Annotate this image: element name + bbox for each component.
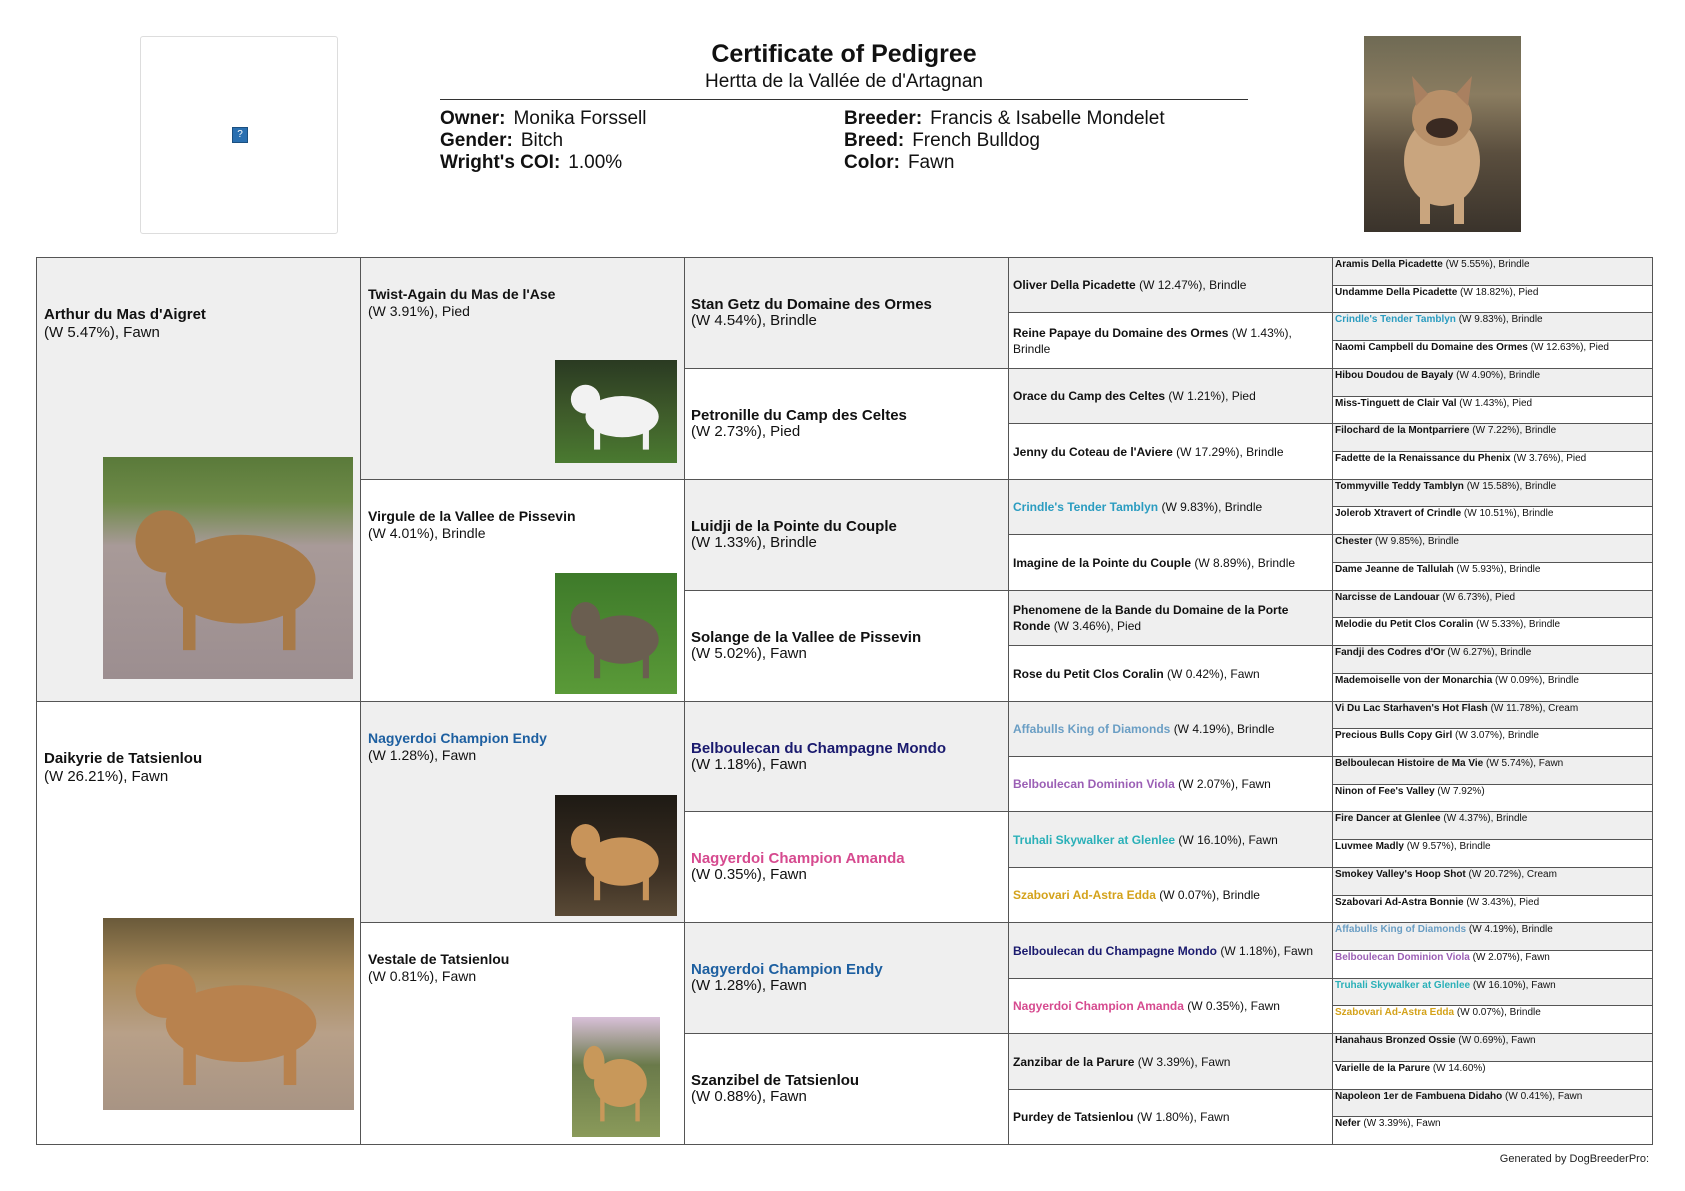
- ancestor-name[interactable]: Purdey de Tatsienlou: [1013, 1110, 1134, 1124]
- gen5-ancestor: [1332, 701, 1653, 729]
- ancestor-details: (W 4.01%), Brindle: [368, 525, 486, 541]
- dog-name: Hertta de la Vallée de d'Artagnan: [440, 71, 1248, 100]
- ancestor-details: (W 3.39%), Fawn: [1137, 1054, 1231, 1069]
- gen5-ancestor: [1332, 1089, 1653, 1117]
- gen4-ancestor: [1008, 811, 1333, 868]
- gen5-ancestor: [1332, 895, 1653, 923]
- ancestor-name[interactable]: Affabulls King of Diamonds: [1335, 924, 1467, 935]
- ancestor-text: [1335, 1035, 1650, 1047]
- ancestor-text: [1013, 1109, 1328, 1125]
- gen4-ancestor: [1008, 423, 1333, 480]
- ancestor-details: (W 3.43%), Pied: [1466, 897, 1540, 908]
- ancestor-name[interactable]: Vestale de Tatsienlou: [368, 951, 510, 967]
- ancestor-text: [1013, 444, 1328, 460]
- coi-row: [440, 152, 647, 174]
- ancestor-details: (W 9.57%), Brindle: [1406, 841, 1491, 852]
- dog-photo: [572, 1017, 660, 1137]
- ancestor-details: (W 5.55%), Brindle: [1445, 259, 1530, 270]
- gen5-ancestor: [1332, 562, 1653, 591]
- coi-value: 1.00%: [568, 152, 623, 173]
- ancestor-details: (W 2.73%), Pied: [691, 423, 801, 440]
- ancestor-name[interactable]: Stan Getz du Domaine des Ormes: [691, 296, 932, 313]
- generated-by-footer: Generated by DogBreederPro:: [1499, 1153, 1649, 1165]
- ancestor-name[interactable]: Hibou Doudou de Bayaly: [1335, 370, 1454, 381]
- gen3-ancestor: [684, 701, 1009, 812]
- ancestor-name[interactable]: Reine Papaye du Domaine des Ormes: [1013, 325, 1229, 340]
- gen3-ancestor: [684, 479, 1009, 591]
- gen4-ancestor: [1008, 922, 1333, 979]
- ancestor-details: (W 14.60%): [1432, 1063, 1486, 1074]
- ancestor-name[interactable]: Nagyerdoi Champion Amanda: [1013, 999, 1184, 1013]
- ancestor-text: [368, 730, 677, 764]
- gen4-ancestor: [1008, 978, 1333, 1034]
- ancestor-text: [1335, 481, 1650, 493]
- ancestor-text: [691, 962, 1002, 994]
- ancestor-details: (W 1.28%), Fawn: [368, 747, 477, 763]
- ancestor-name[interactable]: Petronille du Camp des Celtes: [691, 407, 907, 424]
- ancestor-details: (W 4.19%), Brindle: [1468, 924, 1553, 935]
- ancestor-text: [44, 750, 353, 786]
- ancestor-details: (W 12.63%), Pied: [1530, 342, 1609, 353]
- ancestor-name[interactable]: Narcisse de Landouar: [1335, 592, 1440, 603]
- ancestor-details: (W 0.42%), Fawn: [1167, 666, 1260, 681]
- gen5-ancestor: [1332, 312, 1653, 341]
- dog-silhouette: [555, 573, 677, 694]
- dog-main-photo: [1364, 36, 1521, 232]
- ancestor-name[interactable]: Twist-Again du Mas de l'Ase: [368, 286, 556, 302]
- ancestor-name[interactable]: Jenny du Coteau de l'Aviere: [1013, 444, 1173, 459]
- gen5-ancestor: [1332, 756, 1653, 785]
- ancestor-name[interactable]: Zanzibar de la Parure: [1013, 1054, 1135, 1069]
- ancestor-details: (W 0.69%), Fawn: [1458, 1035, 1536, 1046]
- ancestor-details: (W 1.43%), Pied: [1459, 398, 1533, 409]
- ancestor-text: [691, 297, 1002, 329]
- ancestor-name[interactable]: Fandji des Codres d'Or: [1335, 647, 1445, 658]
- ancestor-text: [1335, 703, 1650, 715]
- ancestor-details: (W 16.10%), Fawn: [1472, 980, 1556, 991]
- ancestor-name[interactable]: Fadette de la Renaissance du Phenix: [1335, 453, 1511, 464]
- ancestor-name[interactable]: Luvmee Madly: [1335, 841, 1404, 852]
- ancestor-details: (W 7.22%), Brindle: [1472, 425, 1557, 436]
- ancestor-details: (W 4.90%), Brindle: [1456, 370, 1541, 381]
- info-left-column: [440, 108, 647, 174]
- color-row: [844, 152, 1165, 174]
- ancestor-details: (W 12.47%), Brindle: [1139, 278, 1247, 292]
- ancestor-details: (W 4.54%), Brindle: [691, 312, 817, 329]
- ancestor-text: [1335, 592, 1650, 604]
- ancestor-name[interactable]: Fire Dancer at Glenlee: [1335, 813, 1441, 824]
- ancestor-details: (W 6.73%), Pied: [1442, 592, 1516, 603]
- gen3-ancestor: [684, 811, 1009, 923]
- ancestor-details: (W 18.82%), Pied: [1460, 287, 1539, 298]
- ancestor-details: (W 10.51%), Brindle: [1463, 508, 1554, 519]
- gen5-ancestor: [1332, 396, 1653, 424]
- ancestor-details: (W 2.07%), Fawn: [1178, 777, 1271, 791]
- gen4-ancestor: [1008, 257, 1333, 313]
- gen5-ancestor: [1332, 285, 1653, 313]
- ancestor-details: (W 1.33%), Brindle: [691, 534, 817, 551]
- breed-value: French Bulldog: [912, 130, 1040, 151]
- gender-value: Bitch: [520, 130, 564, 151]
- dog-photo: [103, 457, 353, 679]
- ancestor-text: [1335, 259, 1650, 271]
- ancestor-text: [1013, 499, 1328, 515]
- breed-row: [844, 130, 1165, 152]
- ancestor-name[interactable]: Crindle's Tender Tamblyn: [1013, 500, 1159, 514]
- ancestor-text: [1013, 602, 1328, 634]
- ancestor-text: [691, 1073, 1002, 1105]
- gen3-ancestor: [684, 368, 1009, 480]
- ancestor-name[interactable]: Miss-Tinguett de Clair Val: [1335, 398, 1457, 409]
- ancestor-text: [1013, 325, 1328, 357]
- ancestor-details: (W 0.41%), Fawn: [1505, 1091, 1583, 1102]
- dog-photo: [555, 360, 677, 463]
- dog-photo: [103, 918, 354, 1110]
- dog-silhouette: [103, 457, 353, 679]
- gender-label: Gender:: [440, 130, 513, 151]
- ancestor-name[interactable]: Naomi Campbell du Domaine des Ormes: [1335, 342, 1528, 353]
- ancestor-details: (W 7.92%): [1437, 786, 1485, 797]
- gen5-ancestor: [1332, 811, 1653, 840]
- gen5-ancestor: [1332, 451, 1653, 480]
- ancestor-text: [1335, 924, 1650, 936]
- breeder-value: Francis & Isabelle Mondelet: [930, 108, 1165, 129]
- ancestor-text: [1335, 342, 1650, 354]
- ancestor-text: [1335, 564, 1650, 576]
- ancestor-text: [1335, 1063, 1650, 1075]
- ancestor-name[interactable]: Virgule de la Vallee de Pissevin: [368, 508, 576, 524]
- dog-photo: [555, 573, 677, 694]
- ancestor-details: (W 0.88%), Fawn: [691, 1088, 807, 1105]
- ancestor-name[interactable]: Jolerob Xtravert of Crindle: [1335, 508, 1462, 519]
- certificate-title: Certificate of Pedigree: [711, 40, 977, 68]
- ancestor-text: [1335, 425, 1650, 437]
- ancestor-text: [1013, 388, 1328, 404]
- gen3-ancestor: [684, 1033, 1009, 1145]
- ancestor-name[interactable]: Tommyville Teddy Tamblyn: [1335, 481, 1464, 492]
- ancestor-name[interactable]: Truhali Skywalker at Glenlee: [1013, 832, 1176, 847]
- gen5-ancestor: [1332, 673, 1653, 702]
- dog-main-photo-drawing: [1364, 36, 1521, 232]
- dog-silhouette: [555, 360, 677, 463]
- ancestor-text: [1335, 1007, 1650, 1019]
- breeder-row: [844, 108, 1165, 130]
- dog-photo: [555, 795, 677, 916]
- ancestor-details: (W 3.91%), Pied: [368, 303, 470, 319]
- ancestor-details: (W 11.78%), Cream: [1490, 703, 1579, 714]
- gen5-ancestor: [1332, 506, 1653, 535]
- ancestor-name[interactable]: Imagine de la Pointe du Couple: [1013, 555, 1192, 570]
- ancestor-name[interactable]: Filochard de la Montparriere: [1335, 425, 1470, 436]
- gen5-ancestor: [1332, 423, 1653, 452]
- ancestor-name[interactable]: Luidji de la Pointe du Couple: [691, 518, 897, 535]
- ancestor-details: (W 3.76%), Pied: [1513, 453, 1587, 464]
- ancestor-name[interactable]: Mademoiselle von der Monarchia: [1335, 675, 1493, 686]
- owner-label: Owner:: [440, 108, 506, 129]
- gen5-ancestor: [1332, 479, 1653, 507]
- ancestor-text: [1335, 675, 1650, 687]
- ancestor-text: [1013, 1054, 1328, 1070]
- ancestor-details: (W 3.46%), Pied: [1053, 619, 1142, 633]
- ancestor-name[interactable]: Daikyrie de Tatsienlou: [44, 750, 203, 767]
- color-value: Fawn: [907, 152, 955, 173]
- gen4-ancestor: [1008, 312, 1333, 369]
- ancestor-text: [691, 741, 1002, 773]
- ancestor-name[interactable]: Szanzibel de Tatsienlou: [691, 1072, 860, 1089]
- gen5-ancestor: [1332, 978, 1653, 1006]
- gen5-ancestor: [1332, 839, 1653, 868]
- ancestor-name[interactable]: Crindle's Tender Tamblyn: [1335, 314, 1456, 325]
- ancestor-text: [1335, 841, 1650, 853]
- ancestor-name[interactable]: Napoleon 1er de Fambuena Didaho: [1335, 1091, 1503, 1102]
- ancestor-text: [1013, 277, 1328, 293]
- ancestor-name[interactable]: Belboulecan Dominion Viola: [1013, 777, 1175, 791]
- broken-image-icon: ?: [232, 127, 248, 143]
- ancestor-details: (W 4.19%), Brindle: [1173, 722, 1275, 736]
- ancestor-text: [1335, 813, 1650, 825]
- ancestor-text: [1335, 758, 1650, 770]
- ancestor-details: (W 9.83%), Brindle: [1458, 314, 1543, 325]
- ancestor-text: [1335, 897, 1650, 909]
- ancestor-name[interactable]: Szabovari Ad-Astra Edda: [1335, 1007, 1455, 1018]
- ancestor-details: (W 5.74%), Fawn: [1485, 758, 1564, 769]
- ancestor-name[interactable]: Affabulls King of Diamonds: [1013, 722, 1171, 736]
- ancestor-text: [1335, 619, 1650, 631]
- certificate-header: [440, 40, 1248, 178]
- gen4-ancestor: [1008, 534, 1333, 591]
- gen5-ancestor: [1332, 867, 1653, 896]
- ancestor-details: (W 8.89%), Brindle: [1194, 555, 1296, 570]
- ancestor-details: (W 1.28%), Fawn: [691, 977, 807, 994]
- ancestor-details: (W 5.47%), Fawn: [44, 324, 160, 341]
- ancestor-text: [368, 508, 677, 542]
- ancestor-text: [1335, 952, 1650, 964]
- ancestor-text: [1335, 536, 1650, 548]
- gen5-ancestor: [1332, 728, 1653, 757]
- ancestor-details: (W 5.93%), Brindle: [1456, 564, 1541, 575]
- ancestor-text: [1335, 508, 1650, 520]
- owner-value: Monika Forssell: [513, 108, 647, 129]
- gen5-ancestor: [1332, 1116, 1653, 1145]
- ancestor-details: (W 0.07%), Brindle: [1456, 1007, 1541, 1018]
- ancestor-name[interactable]: Hanahaus Bronzed Ossie: [1335, 1035, 1456, 1046]
- ancestor-name[interactable]: Aramis Della Picadette: [1335, 259, 1443, 270]
- gen5-ancestor: [1332, 950, 1653, 979]
- ancestor-name[interactable]: Szabovari Ad-Astra Edda: [1013, 888, 1156, 902]
- ancestor-details: (W 1.43%), Brindle: [1013, 325, 1292, 356]
- ancestor-text: [1335, 786, 1650, 798]
- ancestor-name[interactable]: Oliver Della Picadette: [1013, 278, 1136, 292]
- ancestor-text: [1013, 776, 1328, 792]
- gen4-ancestor: [1008, 368, 1333, 424]
- ancestor-name[interactable]: Varielle de la Parure: [1335, 1063, 1431, 1074]
- dog-info: [440, 108, 1248, 178]
- gen4-ancestor: [1008, 867, 1333, 923]
- ancestor-name[interactable]: Smokey Valley's Hoop Shot: [1335, 869, 1466, 880]
- info-right-column: [844, 108, 1165, 174]
- ancestor-text: [1335, 1118, 1650, 1130]
- ancestor-text: [691, 519, 1002, 551]
- gen5-ancestor: [1332, 534, 1653, 563]
- ancestor-details: (W 6.27%), Brindle: [1447, 647, 1532, 658]
- ancestor-name[interactable]: Melodie du Petit Clos Coralin: [1335, 619, 1474, 630]
- ancestor-details: (W 3.39%), Fawn: [1363, 1118, 1441, 1129]
- ancestor-text: [691, 408, 1002, 440]
- ancestor-details: (W 15.58%), Brindle: [1466, 481, 1557, 492]
- ancestor-text: [368, 951, 677, 985]
- ancestor-name[interactable]: Belboulecan du Champagne Mondo: [691, 739, 947, 757]
- ancestor-text: [1335, 980, 1650, 992]
- dog-silhouette: [572, 1017, 660, 1137]
- ancestor-text: [1335, 1091, 1650, 1103]
- gender-row: [440, 130, 647, 152]
- ancestor-name[interactable]: Szabovari Ad-Astra Bonnie: [1335, 897, 1464, 908]
- ancestor-text: [1013, 555, 1328, 571]
- gen5-ancestor: [1332, 257, 1653, 286]
- breeder-logo-placeholder: [140, 36, 338, 234]
- gen5-ancestor: [1332, 368, 1653, 397]
- breeder-label: Breeder:: [844, 108, 923, 129]
- gen4-ancestor: [1008, 479, 1333, 535]
- ancestor-text: [1335, 287, 1650, 299]
- ancestor-text: [1013, 998, 1328, 1014]
- ancestor-name[interactable]: Belboulecan Dominion Viola: [1335, 952, 1470, 963]
- gen4-ancestor: [1008, 701, 1333, 757]
- ancestor-details: (W 4.37%), Brindle: [1443, 813, 1528, 824]
- ancestor-name[interactable]: Precious Bulls Copy Girl: [1335, 730, 1453, 741]
- ancestor-text: [1013, 887, 1328, 903]
- ancestor-details: (W 9.83%), Brindle: [1161, 500, 1263, 514]
- gen5-ancestor: [1332, 340, 1653, 369]
- ancestor-details: (W 0.35%), Fawn: [1187, 999, 1280, 1013]
- ancestor-name[interactable]: Belboulecan du Champagne Mondo: [1013, 943, 1218, 958]
- ancestor-text: [1013, 721, 1328, 737]
- ancestor-text: [1335, 398, 1650, 410]
- ancestor-name[interactable]: Nagyerdoi Champion Endy: [691, 961, 883, 978]
- ancestor-text: [1335, 314, 1650, 326]
- ancestor-name[interactable]: Orace du Camp des Celtes: [1013, 389, 1166, 403]
- ancestor-name[interactable]: Nagyerdoi Champion Endy: [368, 730, 547, 746]
- ancestor-name[interactable]: Vi Du Lac Starhaven's Hot Flash: [1335, 703, 1488, 714]
- ancestor-name[interactable]: Nefer: [1335, 1118, 1361, 1129]
- gen5-ancestor: [1332, 590, 1653, 618]
- ancestor-name[interactable]: Phenomene de la Bande du Domaine de la Porte Ronde: [1013, 603, 1289, 633]
- ancestor-details: (W 0.35%), Fawn: [691, 866, 807, 883]
- ancestor-text: [1335, 647, 1650, 659]
- dog-silhouette: [555, 795, 677, 916]
- ancestor-details: (W 3.07%), Brindle: [1455, 730, 1539, 741]
- ancestor-name[interactable]: Rose du Petit Clos Coralin: [1013, 666, 1164, 681]
- ancestor-text: [1013, 666, 1328, 682]
- gen4-ancestor: [1008, 1089, 1333, 1145]
- ancestor-details: (W 17.29%), Brindle: [1176, 444, 1284, 459]
- gen5-ancestor: [1332, 1005, 1653, 1034]
- gen5-ancestor: [1332, 1061, 1653, 1090]
- gen5-ancestor: [1332, 922, 1653, 951]
- ancestor-name[interactable]: Solange de la Vallee de Pissevin: [691, 629, 922, 646]
- ancestor-details: (W 1.21%), Pied: [1168, 389, 1256, 403]
- ancestor-text: [691, 630, 1002, 662]
- ancestor-text: [691, 851, 1002, 883]
- ancestor-name[interactable]: Chester: [1335, 536, 1373, 547]
- ancestor-text: [44, 306, 353, 342]
- ancestor-text: [1013, 832, 1328, 848]
- ancestor-name[interactable]: Undamme Della Picadette: [1335, 287, 1458, 298]
- breed-label: Breed:: [844, 130, 905, 151]
- gen5-ancestor: [1332, 1033, 1653, 1062]
- ancestor-name[interactable]: Truhali Skywalker at Glenlee: [1335, 980, 1471, 991]
- ancestor-details: (W 0.81%), Fawn: [368, 968, 477, 984]
- ancestor-text: [368, 286, 677, 320]
- ancestor-name[interactable]: Ninon of Fee's Valley: [1335, 786, 1435, 797]
- ancestor-text: [1335, 730, 1650, 742]
- ancestor-details: (W 0.07%), Brindle: [1159, 888, 1260, 902]
- gen5-ancestor: [1332, 617, 1653, 646]
- gen5-ancestor: [1332, 645, 1653, 674]
- gen4-ancestor: [1008, 756, 1333, 812]
- gen3-ancestor: [684, 590, 1009, 702]
- ancestor-details: (W 1.18%), Fawn: [691, 755, 807, 773]
- ancestor-details: (W 2.07%), Fawn: [1472, 952, 1550, 963]
- ancestor-text: [1013, 943, 1328, 959]
- pedigree-table: [36, 257, 1652, 1144]
- ancestor-name[interactable]: Arthur du Mas d'Aigret: [44, 306, 206, 323]
- owner-row: [440, 108, 647, 130]
- coi-label: Wright's COI:: [440, 152, 561, 173]
- gen4-ancestor: [1008, 590, 1333, 646]
- ancestor-details: (W 20.72%), Cream: [1468, 869, 1557, 880]
- gen3-ancestor: [684, 257, 1009, 369]
- ancestor-details: (W 1.80%), Fawn: [1136, 1110, 1230, 1124]
- gen4-ancestor: [1008, 1033, 1333, 1090]
- gen3-ancestor: [684, 922, 1009, 1034]
- ancestor-details: (W 26.21%), Fawn: [44, 768, 169, 785]
- ancestor-details: (W 16.10%), Fawn: [1178, 832, 1278, 847]
- ancestor-details: (W 9.85%), Brindle: [1375, 536, 1459, 547]
- dog-silhouette: [103, 918, 354, 1110]
- gen5-ancestor: [1332, 784, 1653, 812]
- ancestor-text: [1335, 370, 1650, 382]
- color-label: Color:: [844, 152, 900, 173]
- ancestor-name[interactable]: Nagyerdoi Champion Amanda: [691, 850, 905, 867]
- ancestor-details: (W 0.09%), Brindle: [1495, 675, 1579, 686]
- ancestor-name[interactable]: Dame Jeanne de Tallulah: [1335, 564, 1454, 575]
- ancestor-text: [1335, 453, 1650, 465]
- ancestor-name[interactable]: Belboulecan Histoire de Ma Vie: [1335, 758, 1484, 769]
- gen4-ancestor: [1008, 645, 1333, 702]
- ancestor-details: (W 1.18%), Fawn: [1220, 943, 1314, 958]
- ancestor-text: [1335, 869, 1650, 881]
- ancestor-details: (W 5.33%), Brindle: [1476, 619, 1561, 630]
- ancestor-details: (W 5.02%), Fawn: [691, 645, 807, 662]
